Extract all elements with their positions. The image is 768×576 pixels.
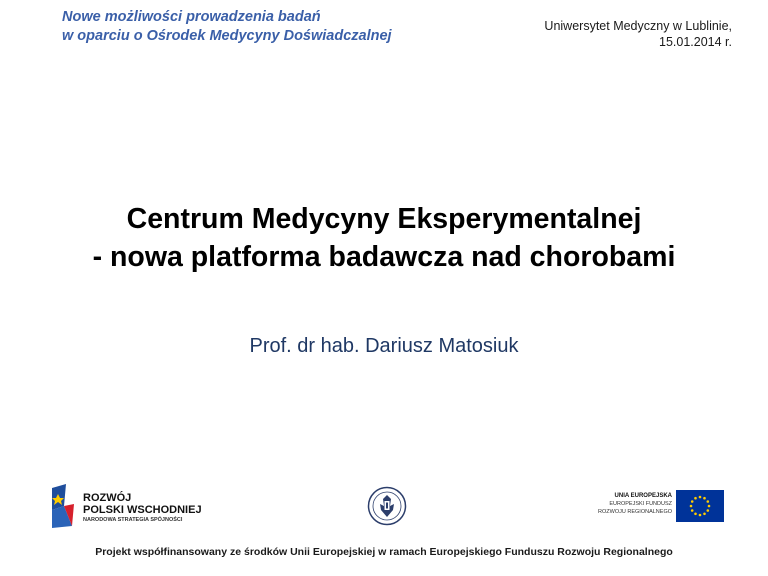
venue-text: Uniwersytet Medyczny w Lublinie, xyxy=(544,19,732,33)
polski-wschodniej-text: POLSKI WSCHODNIEJ xyxy=(83,504,202,516)
unia-europejska-text: UNIA EUROPEJSKA xyxy=(614,493,672,499)
date-text: 15.01.2014 r. xyxy=(659,35,732,49)
slide-title-line2: - nowa platforma badawcza nad chorobami xyxy=(92,241,676,273)
author-name: Prof. dr hab. Dariusz Matosiuk xyxy=(249,335,519,357)
rozwoj-mark-icon xyxy=(50,484,76,528)
strategia-text: NARODOWA STRATEGIA SPÓJNOŚCI xyxy=(83,517,183,523)
rozwoj-polski-wschodniej-logo xyxy=(50,484,220,530)
rozwoj-text: ROZWÓJ xyxy=(83,492,132,504)
project-title-line2: w oparciu o Ośrodek Medycyny Doświadczalnej xyxy=(62,28,392,44)
rozwoju-regionalnego-text: ROZWOJU REGIONALNEGO xyxy=(598,509,672,515)
slide-title xyxy=(0,200,768,276)
eu-erdf-logo xyxy=(590,490,730,524)
university-seal-icon xyxy=(367,486,407,526)
fundusz-text: EUROPEJSKI FUNDUSZ xyxy=(609,501,672,507)
project-title xyxy=(62,8,492,46)
eu-flag-icon xyxy=(676,490,724,522)
venue-date xyxy=(544,18,732,50)
project-title-line1: Nowe możliwości prowadzenia badań xyxy=(62,9,321,25)
cofinancing-footer: Projekt współfinansowany ze środków Unii Europejskiej w ramach Europejskiego Funduszu Rozwoju Regionalnego xyxy=(95,546,673,558)
slide-title-line1: Centrum Medycyny Eksperymentalnej xyxy=(126,203,642,235)
footer-logos xyxy=(0,480,768,540)
